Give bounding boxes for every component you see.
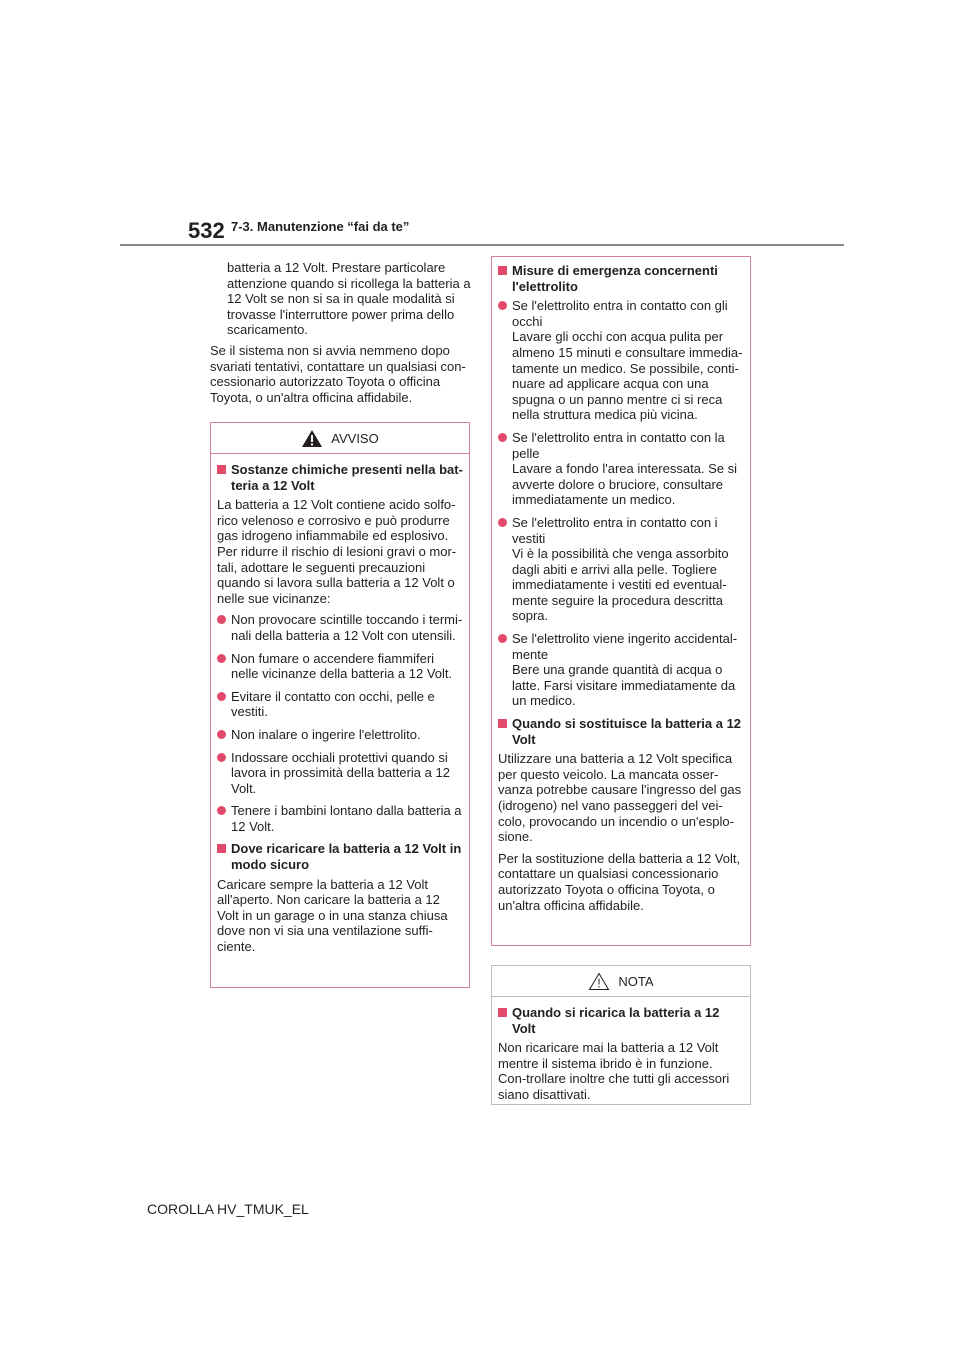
section-heading: Quando si ricarica la batteria a 12 Volt: [512, 1005, 720, 1036]
header-rule: [120, 244, 844, 246]
list-item: Se l'elettrolito entra in contatto con i vestiti Vi è la possibilità che venga assorbito dagli abiti e arrivi alla pelle. Togliere immediatamente i vestiti ed eventual-mente seguire la procedura descritta sopra.: [498, 515, 744, 624]
section-title: 7-3. Manutenzione “fai da te”: [231, 219, 410, 234]
bullet-dot-icon: [217, 806, 226, 815]
footer-model: COROLLA HV_TMUK_EL: [147, 1201, 309, 1217]
list-item: Se l'elettrolito viene ingerito accidental-mente Bere una grande quantità di acqua o latte. Farsi visitare immediatamente da un medico.: [498, 631, 744, 709]
list-item: Evitare il contatto con occhi, pelle e vestiti.: [217, 689, 463, 720]
warning-icon: [301, 429, 323, 448]
page-number: 532: [188, 218, 225, 243]
bullet-dot-icon: [217, 615, 226, 624]
left-column-text: [210, 260, 472, 410]
list-item: Indossare occhiali protettivi quando si lavora in prossimità della batteria a 12 Volt.: [217, 750, 463, 797]
bullet-dot-icon: [498, 301, 507, 310]
square-bullet-icon: [498, 719, 507, 728]
square-bullet-icon: [217, 844, 226, 853]
bullet-dot-icon: [498, 433, 507, 442]
avviso-title: AVVISO: [331, 430, 379, 446]
square-bullet-icon: [217, 465, 226, 474]
caution-outline-icon: [588, 972, 610, 991]
square-bullet-icon: [498, 266, 507, 275]
avviso-header: [211, 423, 469, 454]
bullet-dot-icon: [498, 518, 507, 527]
nota-box: [491, 965, 751, 1105]
list-item: Se l'elettrolito entra in contatto con la pelle Lavare a fondo l'area interessata. Se si avverte dolore o bruciore, consultare immediatamente un medico.: [498, 430, 744, 508]
bullet-dot-icon: [217, 654, 226, 663]
continued-text: batteria a 12 Volt. Prestare particolare attenzione quando si ricollega la batteria a 12 Volt se non si sa in quale modalità si trovasse l'interruttore power prima dello scaricamento.: [227, 260, 471, 338]
bullet-dot-icon: [498, 634, 507, 643]
warning-box-continued: [491, 256, 751, 946]
nota-header: [492, 966, 750, 997]
section-text: La batteria a 12 Volt contiene acido solfo-rico velenoso e corrosivo e può produrre gas idrogeno infiammabile ed esplosivo. Per ridurre il rischio di lesioni gravi o mor-tali, adottare le seguenti precauzioni quando si lavora sulla batteria a 12 Volt o nelle sue vicinanze:: [217, 497, 457, 606]
section-text: Caricare sempre la batteria a 12 Volt all'aperto. Non caricare la batteria a 12 Volt in un garage o in una stanza chiusa dove non vi sia una ventilazione suffi-ciente.: [217, 876, 448, 955]
bullet-dot-icon: [217, 692, 226, 701]
square-bullet-icon: [498, 1008, 507, 1017]
bullet-dot-icon: [217, 753, 226, 762]
section-heading: Dove ricaricare la batteria a 12 Volt in modo sicuro: [231, 841, 462, 873]
list-item: Tenere i bambini lontano dalla batteria a 12 Volt.: [217, 803, 463, 834]
section-text: Utilizzare una batteria a 12 Volt specifica per questo veicolo. La mancata osser-vanza potrebbe causare l'ingresso del gas (idrogeno) nel vano passeggeri del vei-colo, provocando un incendio o un'esplo-sione.: [498, 751, 742, 845]
section-heading: Quando si sostituisce la batteria a 12 Volt: [512, 716, 742, 747]
avviso-box: [210, 422, 470, 988]
list-item: Se l'elettrolito entra in contatto con gli occhi Lavare gli occhi con acqua pulita per almeno 15 minuti e consultare immedia-tamente un medico. Se possibile, conti-nuare ad applicare acqua con una spugna o un panno mentre ci si reca nella struttura medica più vicina.: [498, 298, 744, 423]
section-heading: Sostanze chimiche presenti nella bat-teria a 12 Volt: [231, 462, 463, 493]
paragraph: Se il sistema non si avvia nemmeno dopo svariati tentativi, contattare un qualsiasi con-cessionario autorizzato Toyota o officina Toyota, o un'altra officina affidabile.: [210, 342, 466, 405]
list-item: Non inalare o ingerire l'elettrolito.: [217, 727, 463, 743]
list-item: Non provocare scintille toccando i termi-nali della batteria a 12 Volt con utensili.: [217, 612, 463, 643]
list-item: Non fumare o accendere fiammiferi nelle vicinanze della batteria a 12 Volt.: [217, 651, 463, 682]
bullet-dot-icon: [217, 730, 226, 739]
section-text: Non ricaricare mai la batteria a 12 Volt mentre il sistema ibrido è in funzione. Con-trollare inoltre che tutti gli accessori siano disattivati.: [498, 1040, 730, 1102]
nota-title: NOTA: [618, 973, 654, 989]
section-heading: Misure di emergenza concernenti l'elettrolito: [512, 263, 718, 294]
section-text: Per la sostituzione della batteria a 12 Volt, contattare un qualsiasi concessionario autorizzato Toyota o officina Toyota, o un'altra officina affidabile.: [498, 850, 741, 913]
